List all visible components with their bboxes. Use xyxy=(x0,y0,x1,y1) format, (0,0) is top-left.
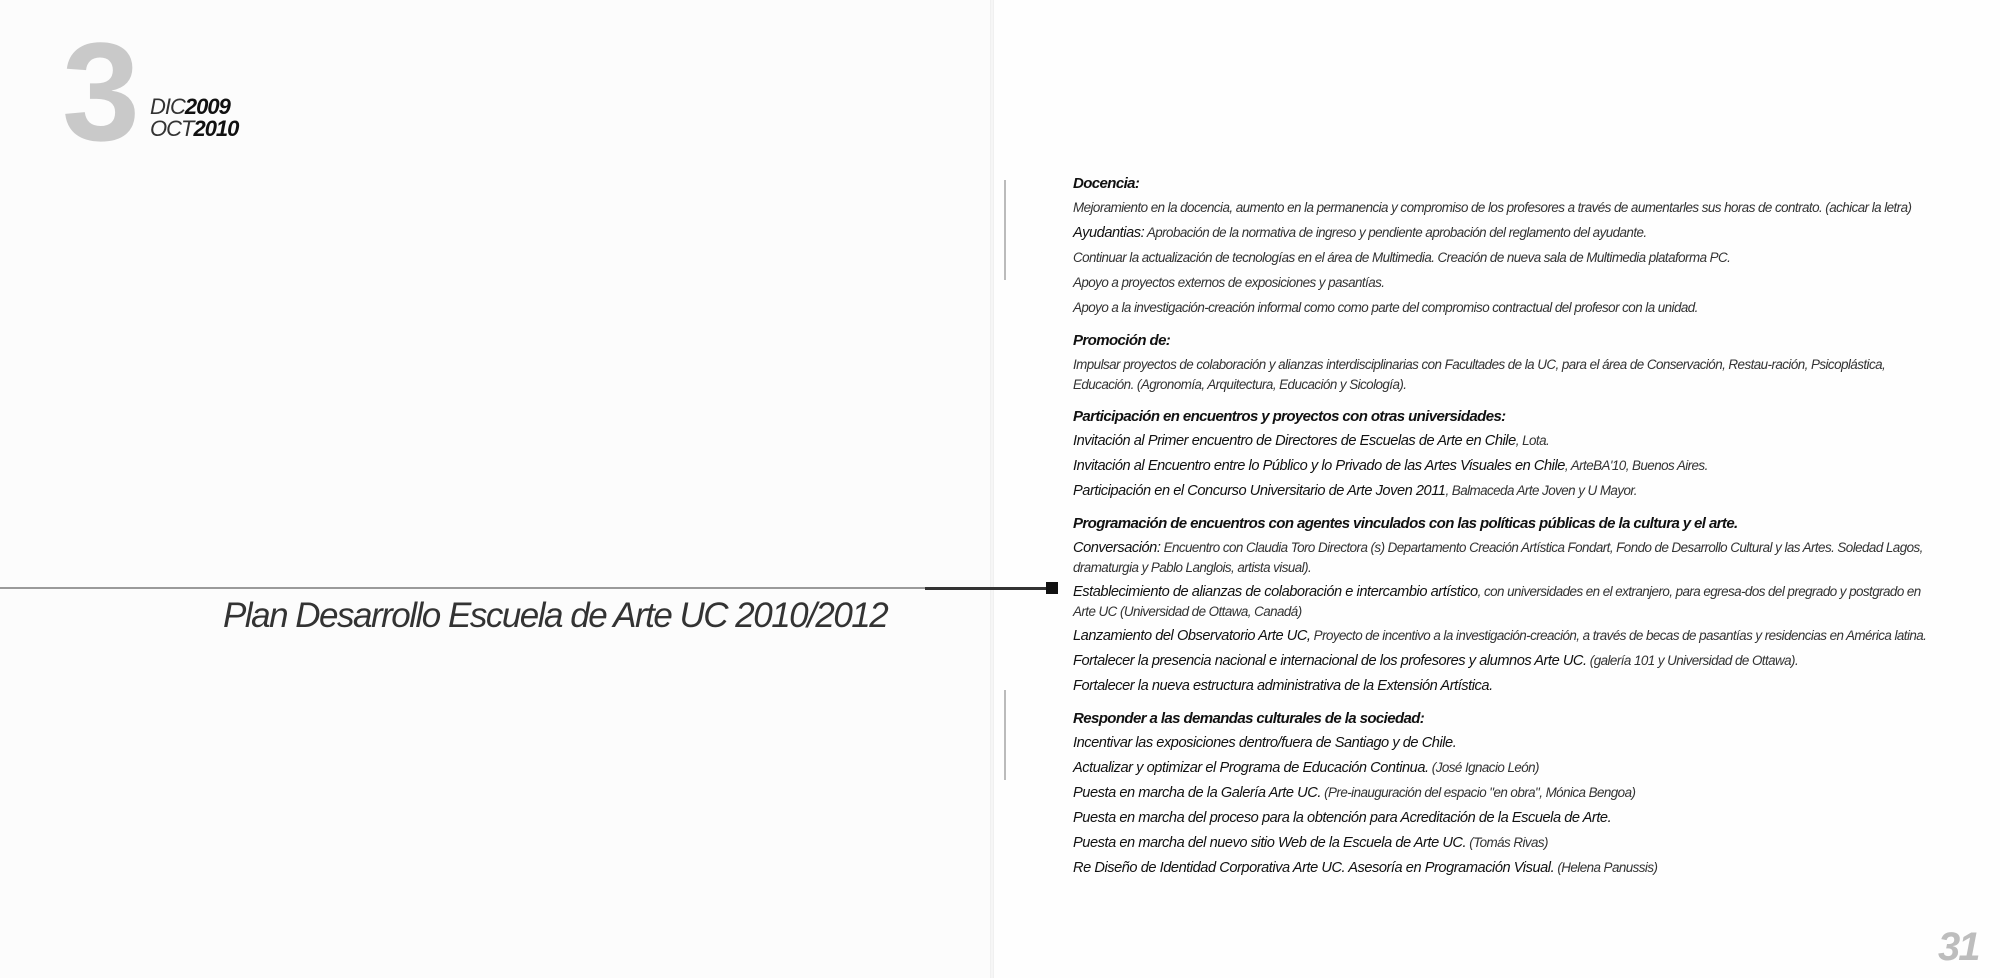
end-month: OCT xyxy=(150,116,194,141)
plan-content xyxy=(1073,174,1931,878)
chapter-number: 3 xyxy=(62,13,136,170)
book-spine xyxy=(990,0,994,978)
list-item: Lanzamiento del Observatorio Arte UC, Proyecto de incentivo a la investigación-creación, a través de becas de pasantías y residencias en América latina. xyxy=(1073,628,1927,644)
list-item: Impulsar proyectos de colaboración y alianzas interdisciplinarias con Facultades de la UC, para el área de Conservación, Restau-ración, Psicoplástica, Educación. (Agronomía, Arquitectura, Educación y Sicología). xyxy=(1073,357,1886,392)
list-item: Apoyo a la investigación-creación informal como como parte del compromiso contractual del profesor con la unidad. xyxy=(1073,300,1698,315)
binding-mark xyxy=(1004,690,1006,780)
page-number: 31 xyxy=(1938,925,1979,969)
end-year: 2010 xyxy=(193,116,239,141)
list-item: Continuar la actualización de tecnologías en el área de Multimedia. Creación de nueva sala de Multimedia plataforma PC. xyxy=(1073,250,1731,265)
list-item: Invitación al Primer encuentro de Directores de Escuelas de Arte en Chile, Lota. xyxy=(1073,433,1550,449)
section-heading-participacion: Participación en encuentros y proyectos con otras universidades: xyxy=(1073,408,1506,425)
list-item: Conversación: Encuentro con Claudia Toro Directora (s) Departamento Creación Artística Fondart, Fondo de Desarrollo Cultural y las Artes. Soledad Lagos, dramaturgia y Pablo Langlois, artista visual). xyxy=(1073,540,1923,575)
divider-line-accent xyxy=(925,587,1049,590)
list-item: Actualizar y optimizar el Programa de Educación Continua. (José Ignacio León) xyxy=(1073,760,1539,776)
section-heading-programacion: Programación de encuentros con agentes vinculados con las políticas públicas de la cultura y el arte. xyxy=(1073,515,1738,532)
list-item: Apoyo a proyectos externos de exposiciones y pasantías. xyxy=(1073,275,1385,290)
list-item: Puesta en marcha del nuevo sitio Web de la Escuela de Arte UC. (Tomás Rivas) xyxy=(1073,835,1548,851)
divider-line xyxy=(0,587,925,589)
list-item: Participación en el Concurso Universitario de Arte Joven 2011, Balmaceda Arte Joven y U Mayor. xyxy=(1073,483,1637,499)
section-heading-responder: Responder a las demandas culturales de la sociedad: xyxy=(1073,710,1425,727)
start-year: 2009 xyxy=(184,94,230,119)
divider-square-marker xyxy=(1046,582,1058,594)
list-item: Invitación al Encuentro entre lo Público y lo Privado de las Artes Visuales en Chile, ArteBA'10, Buenos Aires. xyxy=(1073,458,1708,474)
left-page xyxy=(0,0,992,978)
page-title: Plan Desarrollo Escuela de Arte UC 2010/2012 xyxy=(223,596,888,635)
list-item: Establecimiento de alianzas de colaboración e intercambio artístico, con universidades en el extranjero, para egresa-dos del pregrado y postgrado en Arte UC (Universidad de Ottawa, Canadá) xyxy=(1073,584,1921,619)
section-heading-promocion: Promoción de: xyxy=(1073,332,1171,349)
list-item: Mejoramiento en la docencia, aumento en la permanencia y compromiso de los profesores a través de aumentarles sus horas de contrato. (achicar la letra) xyxy=(1073,200,1912,215)
list-item: Fortalecer la nueva estructura administrativa de la Extensión Artística. xyxy=(1073,678,1493,694)
list-item: Puesta en marcha del proceso para la obtención para Acreditación de la Escuela de Arte. xyxy=(1073,810,1612,826)
list-item: Re Diseño de Identidad Corporativa Arte UC. Asesoría en Programación Visual. (Helena Panussis) xyxy=(1073,860,1658,876)
list-item: Puesta en marcha de la Galería Arte UC. (Pre-inauguración del espacio "en obra", Mónica Bengoa) xyxy=(1073,785,1636,801)
chapter-dates xyxy=(150,96,238,140)
list-item: Ayudantias: Aprobación de la normativa de ingreso y pendiente aprobación del reglamento del ayudante. xyxy=(1073,225,1647,241)
start-month: DIC xyxy=(150,94,185,119)
section-heading-docencia: Docencia: xyxy=(1073,175,1140,192)
list-item: Incentivar las exposiciones dentro/fuera de Santiago y de Chile. xyxy=(1073,735,1457,751)
binding-mark xyxy=(1004,180,1006,280)
list-item: Fortalecer la presencia nacional e internacional de los profesores y alumnos Arte UC. (galería 101 y Universidad de Ottawa). xyxy=(1073,653,1799,669)
